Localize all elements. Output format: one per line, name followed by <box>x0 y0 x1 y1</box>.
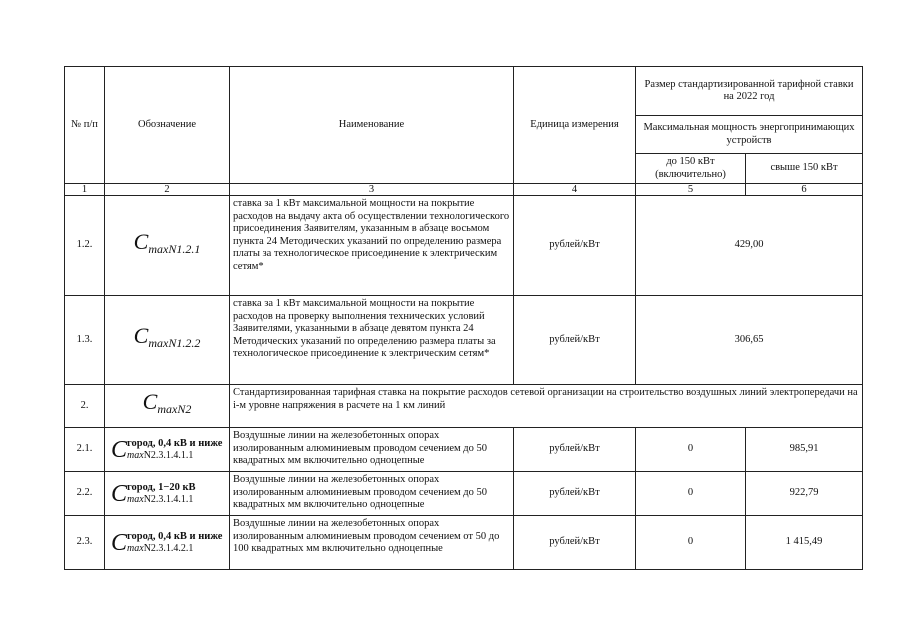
row-name: Воздушные линии на железобетонных опорах изолированным алюминиевым проводом сечением от 50 до 100 квадратных мм включительно одноцепные <box>230 516 514 570</box>
table-row <box>65 428 863 472</box>
row-symbol: $C_{maxN1.2.2}$ <box>105 296 230 385</box>
row-name: ставка за 1 кВт максимальной мощности на покрытие расходов на проверку выполнения технических условий Заявителями, указанными в абзаце девятом пункта 24 Методических указаний по определению размера платы за технологическое присоединение к электрическим сетям* <box>230 296 514 385</box>
col-number: 2 <box>105 184 230 196</box>
header-rate: Размер стандартизированной тарифной ставки на 2022 год <box>636 67 863 116</box>
row-name: Воздушные линии на железобетонных опорах изолированным алюминиевым проводом сечением до 50 квадратных мм включительно одноцепные <box>230 428 514 472</box>
row-number: 2. <box>65 385 105 428</box>
row-unit: рублей/кВт <box>514 516 636 570</box>
table-row <box>65 472 863 516</box>
row-value-upto150: 0 <box>636 428 746 472</box>
table-row <box>65 516 863 570</box>
header-over150: свыше 150 кВт <box>746 154 863 184</box>
row-number: 1.2. <box>65 196 105 296</box>
header-power: Максимальная мощность энергопринимающих устройств <box>636 116 863 154</box>
header-no: № п/п <box>65 67 105 184</box>
table-row <box>65 385 863 428</box>
row-number: 2.2. <box>65 472 105 516</box>
col-number: 5 <box>636 184 746 196</box>
tariff-table <box>64 66 863 570</box>
row-symbol: Cгород, 0,4 кВ и ниже maxN2.3.1.4.2.1 <box>105 516 230 570</box>
col-number: 6 <box>746 184 863 196</box>
row-name: Воздушные линии на железобетонных опорах изолированным алюминиевым проводом сечением до 50 квадратных мм включительно одноцепные <box>230 472 514 516</box>
row-value-upto150: 0 <box>636 516 746 570</box>
header-unit: Единица измерения <box>514 67 636 184</box>
row-value: 429,00 <box>636 196 863 296</box>
row-name: ставка за 1 кВт максимальной мощности на покрытие расходов на выдачу акта об осуществлении технологического присоединения Заявителям, указанным в абзаце восьмом пункта 24 Методических указаний по определению размера платы за технологическое присоединение к электрическим сетям* <box>230 196 514 296</box>
col-number: 1 <box>65 184 105 196</box>
row-unit: рублей/кВт <box>514 196 636 296</box>
row-symbol: $C_{maxN1.2.1}$ <box>105 196 230 296</box>
row-unit: рублей/кВт <box>514 296 636 385</box>
row-value-upto150: 0 <box>636 472 746 516</box>
row-value-over150: 1 415,49 <box>746 516 863 570</box>
row-value-over150: 985,91 <box>746 428 863 472</box>
row-symbol: Cгород, 1−20 кВ maxN2.3.1.4.1.1 <box>105 472 230 516</box>
header-upto150: до 150 кВт (включительно) <box>636 154 746 184</box>
row-value: 306,65 <box>636 296 863 385</box>
row-unit: рублей/кВт <box>514 472 636 516</box>
row-value-over150: 922,79 <box>746 472 863 516</box>
row-number: 2.3. <box>65 516 105 570</box>
table-row <box>65 196 863 296</box>
row-number: 2.1. <box>65 428 105 472</box>
col-number: 3 <box>230 184 514 196</box>
col-number: 4 <box>514 184 636 196</box>
header-designation: Обозначение <box>105 67 230 184</box>
row-number: 1.3. <box>65 296 105 385</box>
table-row <box>65 296 863 385</box>
row-unit: рублей/кВт <box>514 428 636 472</box>
row-symbol: $C_{maxN2}$ <box>105 385 230 428</box>
row-symbol: Cгород, 0,4 кВ и ниже maxN2.3.1.4.1.1 <box>105 428 230 472</box>
row-name: Стандартизированная тарифная ставка на покрытие расходов сетевой организации на строительство воздушных линий электропередачи на i-м уровне напряжения в расчете на 1 км линий <box>230 385 863 428</box>
header-name: Наименование <box>230 67 514 184</box>
